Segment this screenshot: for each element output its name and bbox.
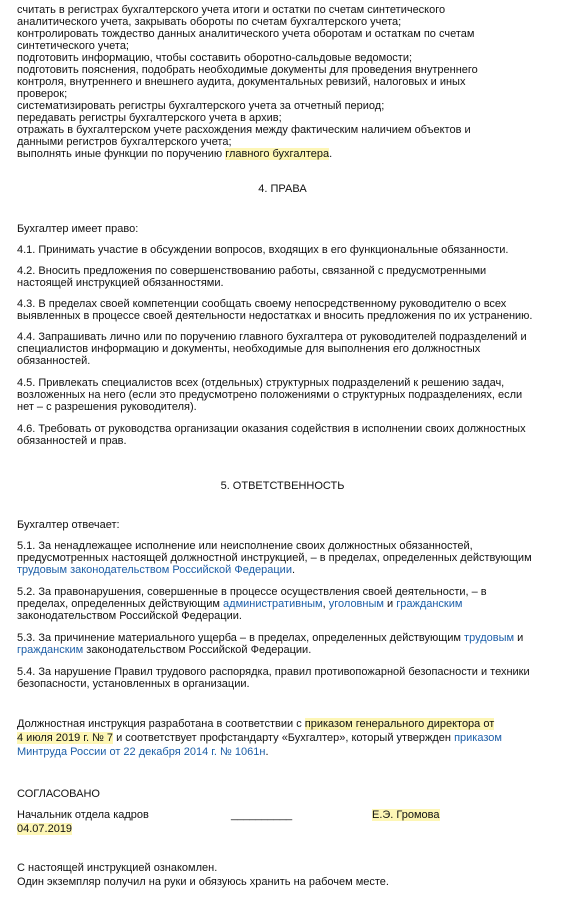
text: 5.3. За причинение материального ущерба – в пределах, определенных действующим	[17, 632, 465, 644]
right-item: настоящей инструкцией обязанностями.	[17, 277, 224, 289]
text: Должностная инструкция разработана в соответствии с	[17, 718, 305, 730]
civil-law-link[interactable]: гражданским	[396, 598, 463, 610]
approver-name: Е.Э. Громова	[372, 809, 440, 821]
duty-line: отражать в бухгалтерском учете расхождения между фактическим наличием объектов и	[17, 124, 471, 136]
duty-line-last	[17, 148, 332, 161]
section-5-heading: 5. ОТВЕТСТВЕННОСТЬ	[220, 480, 345, 492]
text: пределах, определенных действующим	[17, 598, 224, 610]
text: и	[383, 598, 397, 610]
director-order-highlight: приказом генерального директора от	[304, 718, 495, 730]
duty-line: подготовить пояснения, подобрать необходимые документы для проведения внутреннего	[17, 64, 478, 76]
duty-line: контролировать тождество данных аналитического учета оборотам и остаткам по счетам	[17, 28, 475, 40]
duty-text: выполнять иные функции по поручению	[17, 148, 226, 160]
acknowledgement-line: С настоящей инструкцией ознакомлен.	[17, 862, 218, 874]
responsibility-item	[17, 564, 295, 577]
duty-line: контроля, внутреннего и внешнего аудита, документальных ревизий, налоговых и иных	[17, 76, 466, 88]
chief-accountant-highlight: главного бухгалтера	[225, 148, 330, 160]
administrative-law-link[interactable]: административным	[223, 598, 323, 610]
responsibility-item: законодательством Российской Федерации.	[17, 610, 242, 622]
rights-intro: Бухгалтер имеет право:	[17, 223, 139, 235]
civil-law-link[interactable]: гражданским	[17, 644, 84, 656]
closing-line	[17, 732, 502, 745]
duty-line: передавать регистры бухгалтерского учета в архив;	[17, 112, 282, 124]
right-item: нет – с разрешения руководителя).	[17, 401, 197, 413]
criminal-law-link[interactable]: уголовным	[328, 598, 384, 610]
responsibility-intro: Бухгалтер отвечает:	[17, 519, 120, 531]
right-item: 4.2. Вносить предложения по совершенствованию работы, связанной с предусмотренными	[17, 265, 487, 277]
section-4-heading: 4. ПРАВА	[258, 183, 307, 195]
responsibility-item	[17, 644, 311, 657]
text: и соответствует профстандарту «Бухгалтер», который утвержден	[113, 732, 455, 744]
right-item: возложенных на него (если это предусмотрено положениями о структурных подразделениях, если	[17, 389, 523, 401]
right-item: 4.3. В пределах своей компетенции сообщать своему непосредственному руководителю о всех	[17, 298, 507, 310]
duty-line: данными регистров бухгалтерского учета;	[17, 136, 232, 148]
closing-line	[17, 746, 269, 759]
duty-line: систематизировать регистры бухгалтерского учета за отчетный период;	[17, 100, 385, 112]
responsibility-item	[17, 598, 462, 611]
duty-text: .	[329, 148, 333, 160]
responsibility-item: 5.2. За правонарушения, совершенные в процессе осуществления своей деятельности, – в	[17, 586, 487, 598]
approver-name-wrap	[372, 809, 440, 822]
text: .	[265, 746, 269, 758]
duty-line: проверок;	[17, 88, 68, 100]
responsibility-item: безопасности, установленных в организации.	[17, 678, 250, 690]
approval-date-wrap	[17, 823, 72, 836]
labor-law-link[interactable]: трудовым	[464, 632, 515, 644]
right-item: 4.6. Требовать от руководства организации оказания содействия в исполнении своих должностных	[17, 423, 526, 435]
order-date-highlight: 4 июля 2019 г. № 7	[17, 732, 114, 744]
duty-line: синтетического учета;	[17, 40, 129, 52]
duty-line: подготовить информацию, чтобы составить оборотно-сальдовые ведомости;	[17, 52, 413, 64]
text: и	[514, 632, 524, 644]
responsibility-item: 5.4. За нарушение Правил трудового распорядка, правил противопожарной безопасности и техники	[17, 666, 530, 678]
approver-position: Начальник отдела кадров	[17, 809, 149, 821]
responsibility-item: предусмотренных настоящей должностной инструкцией, – в пределах, определенных действующим	[17, 552, 532, 564]
right-item: обязанностей и прав.	[17, 435, 127, 447]
signature-blank: __________	[231, 809, 293, 821]
responsibility-item	[17, 632, 523, 645]
approval-heading: СОГЛАСОВАНО	[17, 788, 100, 800]
text: ,	[322, 598, 329, 610]
duty-line: аналитического учета, закрывать обороты по счетам бухгалтерского учета;	[17, 16, 402, 28]
right-item: 4.5. Привлекать специалистов всех (отдельных) структурных подразделений к решению задач,	[17, 377, 505, 389]
mintrud-order-link[interactable]: Минтруда России от 22 декабря 2014 г. № 1061н	[17, 746, 266, 758]
duty-line: считать в регистрах бухгалтерского учета итоги и остатки по счетам синтетического	[17, 4, 446, 16]
right-item: выявленных в процессе своей деятельности недостатках и вносить предложения по их устранению.	[17, 310, 533, 322]
text: законодательством Российской Федерации.	[83, 644, 312, 656]
responsibility-item: 5.1. За ненадлежащее исполнение или неисполнение своих должностных обязанностей,	[17, 540, 473, 552]
acknowledgement-line: Один экземпляр получил на руки и обязуюсь хранить на рабочем месте.	[17, 876, 389, 888]
right-item: обязанностей.	[17, 355, 91, 367]
approval-date: 04.07.2019	[17, 823, 73, 835]
right-item: специалистов информацию и документы, необходимые для выполнения его должностных	[17, 343, 481, 355]
order-link[interactable]: приказом	[454, 732, 502, 744]
text: .	[291, 564, 296, 576]
closing-line	[17, 718, 494, 731]
right-item: 4.1. Принимать участие в обсуждении вопросов, входящих в его функциональные обязанности.	[17, 244, 509, 256]
labor-law-link[interactable]: трудовым законодательством Российской Федерации	[17, 564, 292, 576]
right-item: 4.4. Запрашивать лично или по поручению главного бухгалтера от руководителей подразделений и	[17, 331, 527, 343]
